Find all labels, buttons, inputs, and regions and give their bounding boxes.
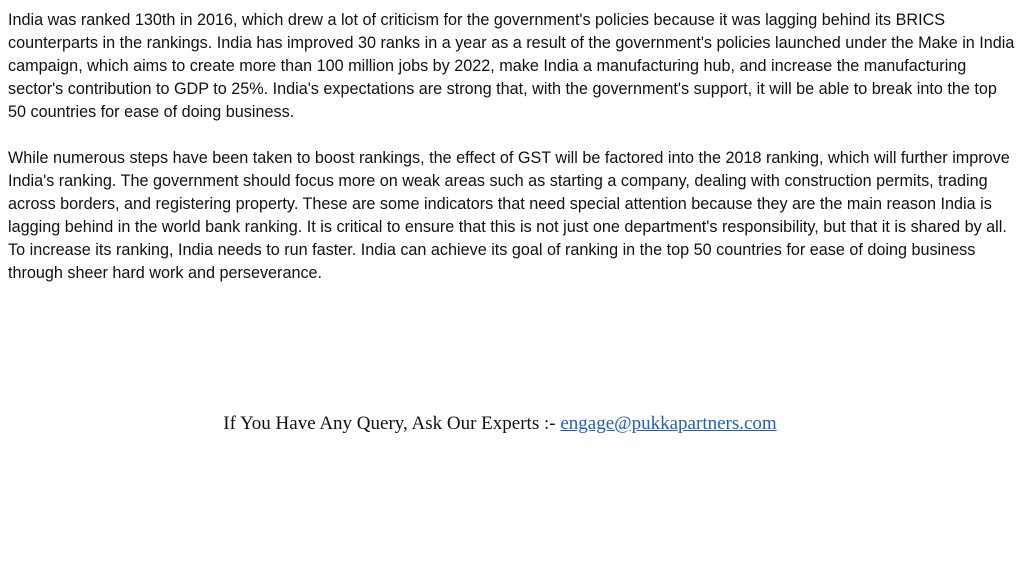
paragraph-ranking-history: India was ranked 130th in 2016, which drew a lot of criticism for the government's policies because it was lagging behind its BRICS counterparts in the rankings. India has improved 30 ranks in a year as a result of the government's policies launched under the Make in India campaign, which aims to create more than 100 million jobs by 2022, make India a manufacturing hub, and increase the manufacturing sector's contribution to GDP to 25%. India's expectations are strong that, with the government's support, it will be able to break into the top 50 countries for ease of doing business.: [8, 11, 1015, 121]
contact-prompt: If You Have Any Query, Ask Our Experts :-: [223, 413, 561, 434]
paragraph-improvement-steps: While numerous steps have been taken to boost rankings, the effect of GST will be factored into the 2018 ranking, which will further improve India's ranking. The government should focus more on weak areas such as starting a company, dealing with construction permits, trading across borders, and registering property. These are some indicators that need special attention because they are the main reason India is lagging behind in the world bank ranking. It is critical to ensure that this is not just one department's responsibility, but that it is shared by all. To increase its ranking, India needs to run faster. India can achieve its goal of ranking in the top 50 countries for ease of doing business through sheer hard work and perseverance.: [8, 149, 1010, 282]
contact-line: [0, 411, 1000, 437]
article-body: [8, 9, 1018, 285]
contact-email-link[interactable]: engage@pukkapartners.com: [560, 413, 777, 434]
